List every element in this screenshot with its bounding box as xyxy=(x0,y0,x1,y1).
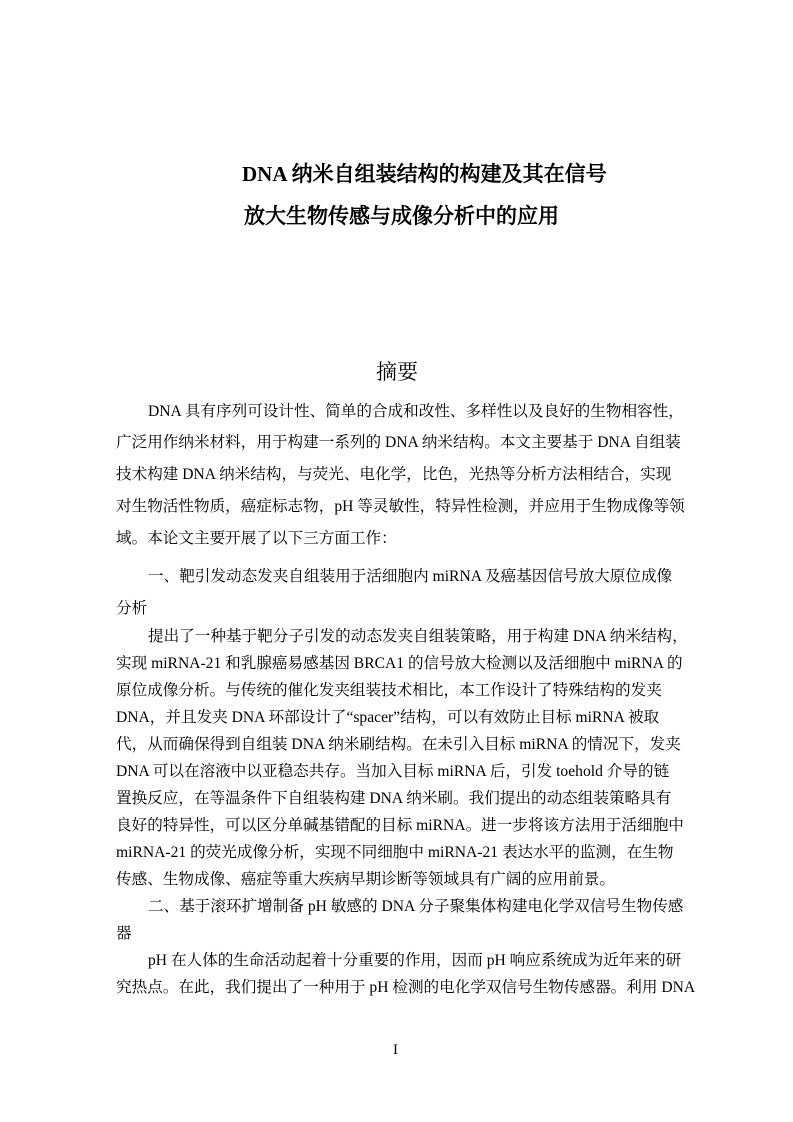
text-line: 实现 miRNA-21 和乳腺癌易感基因 BRCA1 的信号放大检测以及活细胞中 miRNA 的 xyxy=(116,655,683,672)
text-line: 置换反应，在等温条件下自组装构建 DNA 纳米刷。我们提出的动态组装策略具有 xyxy=(116,790,672,807)
abstract-heading: 摘要 xyxy=(376,360,418,384)
thesis-title-line-2: 放大生物传感与成像分析中的应用 xyxy=(244,204,559,228)
text-line: DNA，并且发夹 DNA 环部设计了“spacer”结构，可以有效防止目标 miRNA 被取 xyxy=(116,709,660,726)
section-heading-2: 二、基于滚环扩增制备 pH 敏感的 DNA 分子聚集体构建电化学双信号生物传感 xyxy=(148,898,684,915)
text-line: 域。本论文主要开展了以下三方面工作： xyxy=(116,530,397,547)
thesis-title-line-1: DNA 纳米自组装结构的构建及其在信号 xyxy=(242,162,607,186)
text-line: 良好的特异性，可以区分单碱基错配的目标 miRNA。进一步将该方法用于活细胞中 xyxy=(116,817,684,834)
text-line: 代，从而确保得到自组装 DNA 纳米刷结构。在未引入目标 miRNA 的情况下，发夹 xyxy=(116,736,681,753)
text-line: 究热点。在此，我们提出了一种用于 pH 检测的电化学双信号生物传感器。利用 DNA xyxy=(116,979,696,996)
text-line: 广泛用作纳米材料，用于构建一系列的 DNA 纳米结构。本文主要基于 DNA 自组装 xyxy=(116,434,681,451)
text-line: pH 在人体的生命活动起着十分重要的作用，因而 pH 响应系统成为近年来的研 xyxy=(148,952,682,969)
text-line: 传感、生物成像、癌症等重大疾病早期诊断等领域具有广阔的应用前景。 xyxy=(116,871,616,888)
section-heading-2-cont: 器 xyxy=(116,925,132,942)
text-line: 原位成像分析。与传统的催化发夹组装技术相比，本工作设计了特殊结构的发夹 xyxy=(116,682,662,699)
text-line: miRNA-21 的荧光成像分析，实现不同细胞中 miRNA-21 表达水平的监测，在生物 xyxy=(116,844,674,861)
section-heading-1: 一、靶引发动态发夹自组装用于活细胞内 miRNA 及癌基因信号放大原位成像 xyxy=(148,568,673,585)
text-line: 提出了一种基于靶分子引发的动态发夹自组装策略，用于构建 DNA 纳米结构， xyxy=(148,628,688,645)
section-heading-1-cont: 分析 xyxy=(116,600,148,617)
text-line: 对生物活性物质，癌症标志物，pH 等灵敏性，特异性检测，并应用于生物成像等领 xyxy=(116,498,685,515)
text-line: 技术构建 DNA 纳米结构，与荧光、电化学，比色，光热等分析方法相结合，实现 xyxy=(116,466,672,483)
text-line: DNA 可以在溶液中以亚稳态共存。当加入目标 miRNA 后，引发 toehold 介导的链 xyxy=(116,763,670,780)
page-number: I xyxy=(393,1042,398,1058)
text-line: DNA 具有序列可设计性、简单的合成和改性、多样性以及良好的生物相容性， xyxy=(148,403,684,420)
